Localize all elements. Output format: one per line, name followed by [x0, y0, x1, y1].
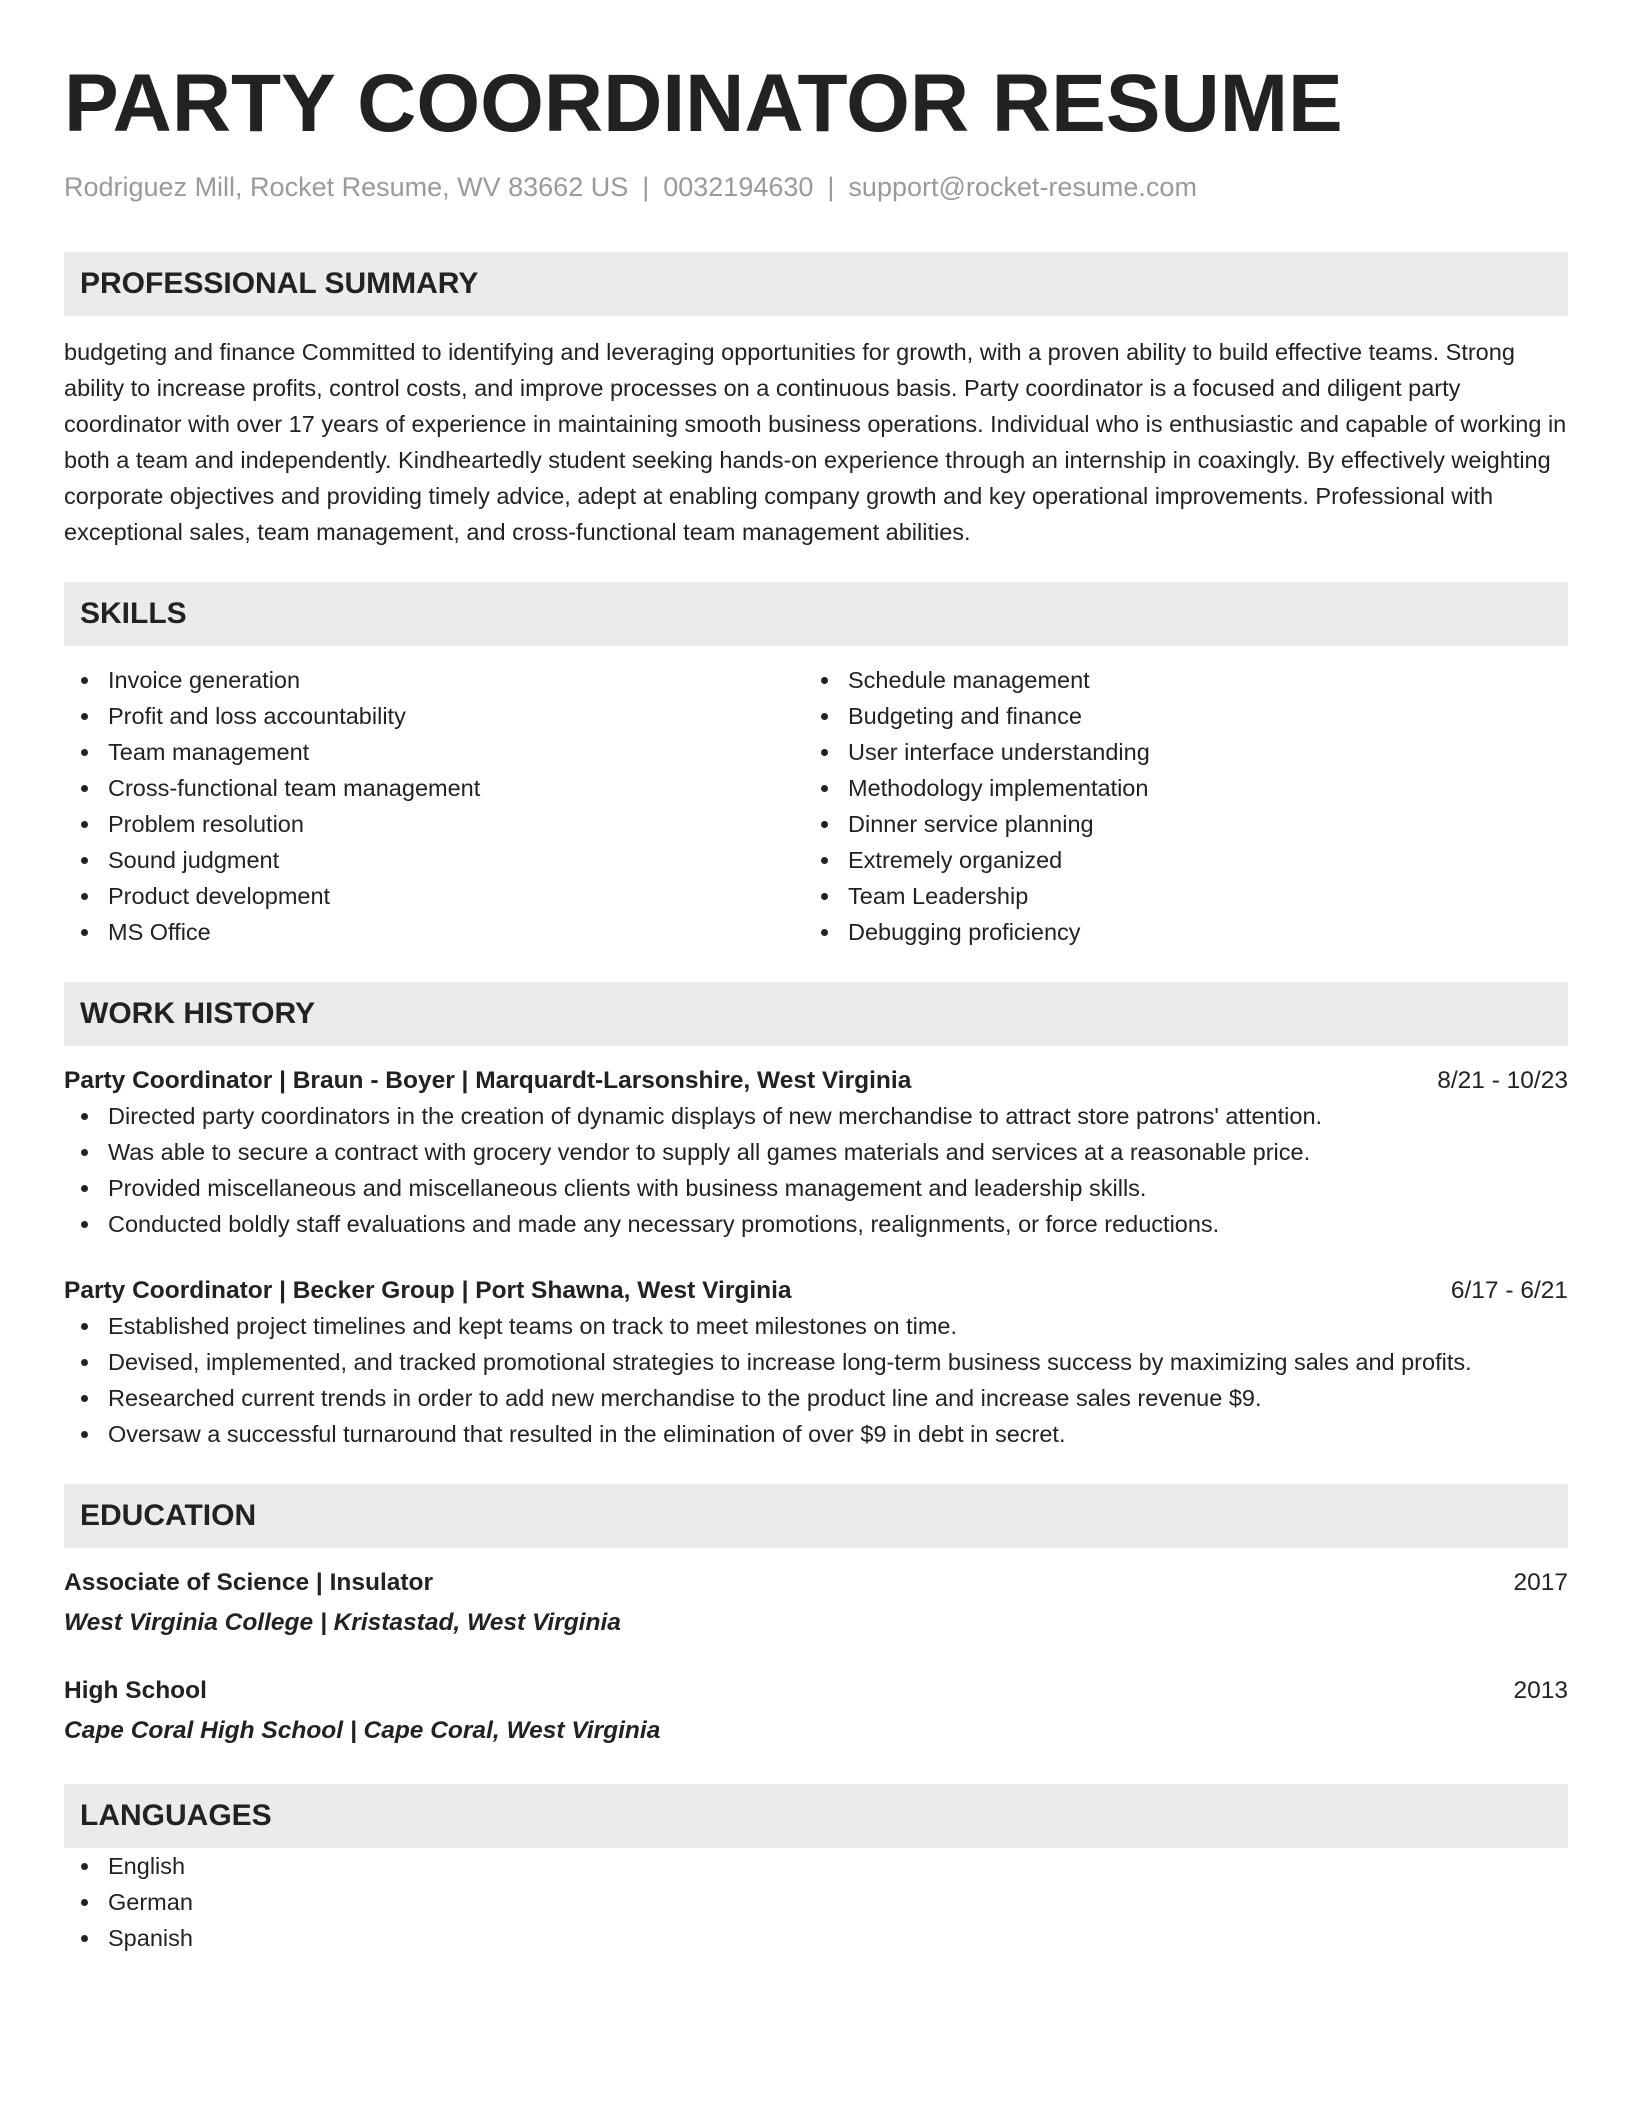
resume-title: PARTY COORDINATOR RESUME [64, 58, 1343, 149]
education-year: 2017 [1513, 1569, 1568, 1596]
job-bullet: Devised, implemented, and tracked promotional strategies to increase long-term business success by maximizing sales and profits. [64, 1344, 1568, 1380]
job-title: Party Coordinator | Braun - Boyer | Marquardt-Larsonshire, West Virginia [64, 1067, 912, 1094]
job-bullets [64, 1098, 1568, 1242]
skills-column-right [804, 662, 1544, 950]
skill-item: Sound judgment [64, 842, 804, 878]
skill-item: Profit and loss accountability [64, 698, 804, 734]
contact-phone: 0032194630 [663, 172, 814, 202]
skill-item: Team management [64, 734, 804, 770]
skill-item: Team Leadership [804, 878, 1544, 914]
skill-item: Invoice generation [64, 662, 804, 698]
skill-item: Methodology implementation [804, 770, 1544, 806]
job-bullet: Was able to secure a contract with grocery vendor to supply all games materials and services at a reasonable price. [64, 1134, 1568, 1170]
job-header [64, 1274, 1568, 1308]
job-dates: 8/21 - 10/23 [1437, 1067, 1568, 1094]
education-school: Cape Coral High School | Cape Coral, West Virginia [64, 1717, 661, 1744]
languages-heading: LANGUAGES [64, 1784, 1568, 1848]
skills-list [64, 662, 1568, 950]
job-bullet: Provided miscellaneous and miscellaneous clients with business management and leadership skills. [64, 1170, 1568, 1206]
education-header [64, 1566, 1568, 1600]
skill-item: Schedule management [804, 662, 1544, 698]
languages-list [64, 1848, 1568, 1956]
skill-item: Product development [64, 878, 804, 914]
skill-item: MS Office [64, 914, 804, 950]
skill-item: Dinner service planning [804, 806, 1544, 842]
skill-item: Debugging proficiency [804, 914, 1544, 950]
education-degree: High School [64, 1677, 207, 1704]
job-dates: 6/17 - 6/21 [1450, 1277, 1568, 1304]
job-bullet: Conducted boldly staff evaluations and made any necessary promotions, realignments, or force reductions. [64, 1206, 1568, 1242]
job-bullet: Researched current trends in order to add new merchandise to the product line and increase sales revenue $9. [64, 1380, 1568, 1416]
language-item: German [64, 1884, 1568, 1920]
contact-address: Rodriguez Mill, Rocket Resume, WV 83662 US [64, 172, 629, 202]
skill-item: Extremely organized [804, 842, 1544, 878]
education-degree: Associate of Science | Insulator [64, 1569, 434, 1596]
skill-item: Cross-functional team management [64, 770, 804, 806]
job-bullet: Oversaw a successful turnaround that resulted in the elimination of over $9 in debt in secret. [64, 1416, 1568, 1452]
job-bullet: Directed party coordinators in the creation of dynamic displays of new merchandise to attract store patrons' attention. [64, 1098, 1568, 1134]
contact-email: support@rocket-resume.com [848, 172, 1197, 202]
contact-separator: | [642, 172, 650, 202]
skill-item: User interface understanding [804, 734, 1544, 770]
contact-line [64, 170, 1568, 204]
education-year: 2013 [1513, 1677, 1568, 1704]
skill-item: Problem resolution [64, 806, 804, 842]
education-heading: EDUCATION [64, 1484, 1568, 1548]
work-history-heading: WORK HISTORY [64, 982, 1568, 1046]
summary-heading: PROFESSIONAL SUMMARY [64, 252, 1568, 316]
contact-separator: | [827, 172, 835, 202]
language-item: Spanish [64, 1920, 1568, 1956]
education-header [64, 1674, 1568, 1708]
job-bullet: Established project timelines and kept teams on track to meet milestones on time. [64, 1308, 1568, 1344]
job-title: Party Coordinator | Becker Group | Port Shawna, West Virginia [64, 1277, 792, 1304]
job-bullets [64, 1308, 1568, 1452]
summary-text: budgeting and finance Committed to identifying and leveraging opportunities for growth, with a proven ability to build effective teams. Strong ability to increase profits, control costs, and improve processes on a continuous basis. Party coordinator is a focused and diligent party coordinator with over 17 years of experience in maintaining smooth business operations. Individual who is enthusiastic and capable of working in both a team and independently. Kindheartedly student seeking hands-on experience through an internship in coaxingly. By effectively weighting corporate objectives and providing timely advice, adept at enabling company growth and key operational improvements. Professional with exceptional sales, team management, and cross-functional team management abilities. [64, 339, 1567, 545]
language-item: English [64, 1848, 1568, 1884]
skills-heading: SKILLS [64, 582, 1568, 646]
job-header [64, 1064, 1568, 1098]
education-school: West Virginia College | Kristastad, West Virginia [64, 1609, 621, 1636]
skill-item: Budgeting and finance [804, 698, 1544, 734]
skills-column-left [64, 662, 804, 950]
